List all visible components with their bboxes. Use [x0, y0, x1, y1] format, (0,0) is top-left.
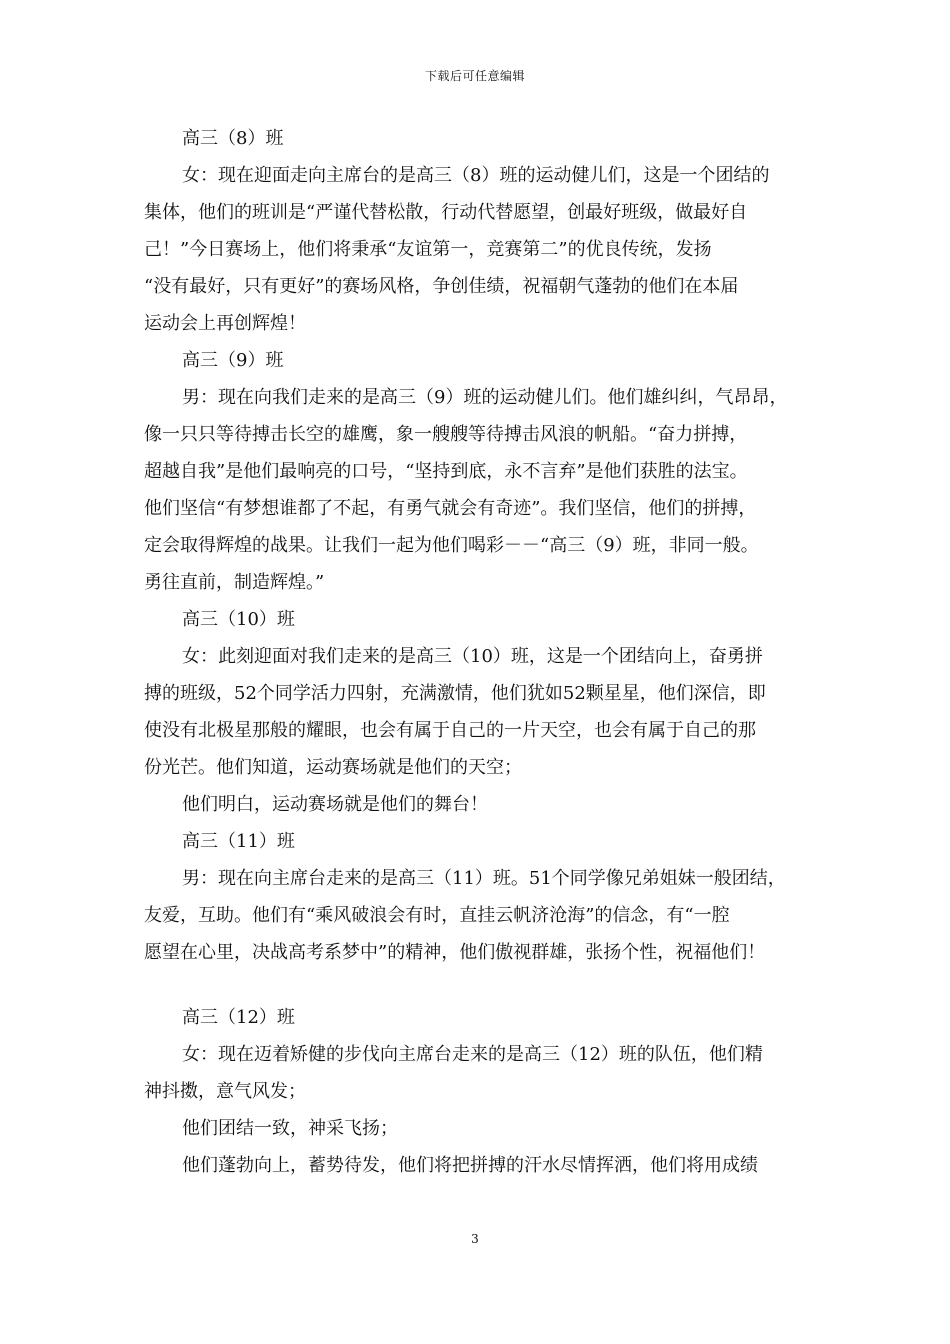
page-header: 下载后可任意编辑: [424, 69, 525, 83]
text-line: 份光芒。他们知道，运动赛场就是他们的天空；: [144, 757, 522, 778]
text-line: 友爱，互助。他们有“乘风破浪会有时，直挂云帆济沧海”的信念，有“一腔: [144, 905, 730, 926]
text-line: 他们坚信“有梦想谁都了不起，有勇气就会有奇迹”。我们坚信，他们的拼搏，: [144, 498, 757, 519]
text-line: 运动会上再创辉煌！: [144, 313, 306, 334]
text-line: 男：现在向主席台走来的是高三（11）班。51个同学像兄弟姐妹一般团结，: [182, 868, 786, 889]
text-line: 男：现在向我们走来的是高三（9）班的运动健儿们。他们雄纠纠，气昂昂，: [182, 387, 788, 408]
text-line: 神抖擞，意气风发；: [144, 1081, 306, 1102]
text-line: 像一只只等待搏击长空的雄鹰，象一艘艘等待搏击风浪的帆船。“奋力拼搏，: [144, 424, 748, 445]
text-line: 高三（10）班: [182, 609, 295, 630]
text-line: 超越自我”是他们最响亮的口号，“坚持到底，永不言弃”是他们获胜的法宝。: [144, 461, 748, 482]
text-line: 使没有北极星那般的耀眼，也会有属于自己的一片天空，也会有属于自己的那: [144, 720, 756, 741]
text-line: “没有最好，只有更好”的赛场风格，争创佳绩，祝福朝气蓬勃的他们在本届: [144, 276, 739, 297]
text-line: 定会取得辉煌的战果。让我们一起为他们喝彩－－“高三（9）班，非同一般。: [144, 535, 759, 556]
text-line: 勇往直前，制造辉煌。”: [144, 572, 325, 593]
text-line: 高三（11）班: [182, 831, 295, 852]
text-line: 高三（12）班: [182, 1007, 295, 1028]
text-line: 他们蓬勃向上，蓄势待发，他们将把拼搏的汗水尽情挥洒，他们将用成绩: [182, 1155, 758, 1176]
text-line: 他们团结一致，神采飞扬；: [182, 1118, 398, 1139]
text-line: 集体，他们的班训是“严谨代替松散，行动代替愿望，创最好班级，做最好自: [144, 202, 748, 223]
text-line: 女：此刻迎面对我们走来的是高三（10）班，这是一个团结向上，奋勇拼: [182, 646, 763, 667]
document-body: [144, 120, 814, 1184]
text-line: 高三（9）班: [182, 350, 284, 371]
text-line: 愿望在心里，决战高考系梦中”的精神，他们傲视群雄，张扬个性，祝福他们！: [144, 942, 766, 963]
text-line: 他们明白，运动赛场就是他们的舞台！: [182, 794, 488, 815]
text-line: 高三（8）班: [182, 128, 284, 149]
paragraph-gap: [144, 971, 814, 999]
text-line: 女：现在迈着矫健的步伐向主席台走来的是高三（12）班的队伍，他们精: [182, 1044, 763, 1065]
text-line: 女：现在迎面走向主席台的是高三（8）班的运动健儿们，这是一个团结的: [182, 165, 770, 186]
page-number: 3: [471, 1232, 479, 1246]
text-line: 己！”今日赛场上，他们将秉承“友谊第一，竞赛第二”的优良传统，发扬: [144, 239, 712, 260]
text-line: 搏的班级，52个同学活力四射，充满激情，他们犹如52颗星星，他们深信，即: [144, 683, 766, 704]
